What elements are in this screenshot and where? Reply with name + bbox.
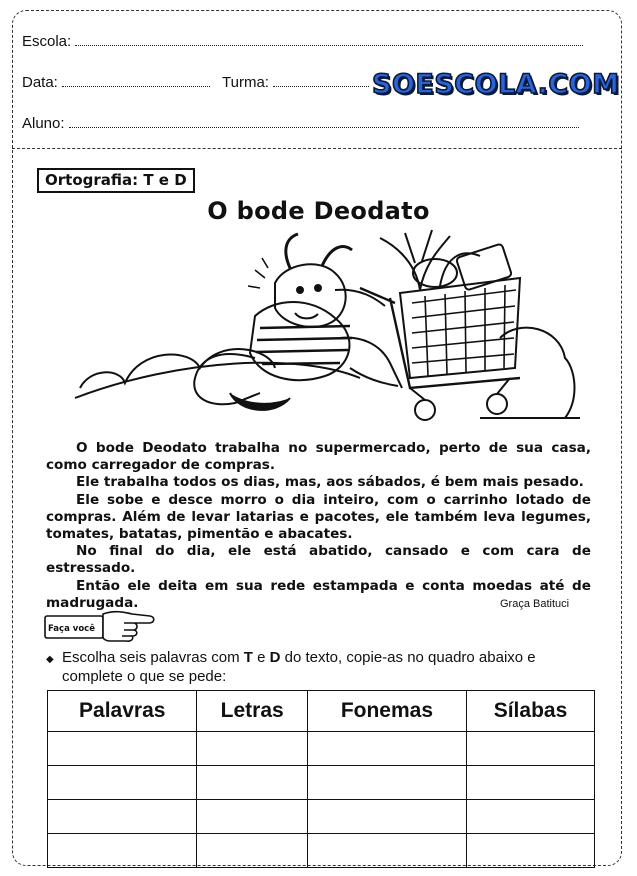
col-header-fonemas: Fonemas (307, 691, 466, 732)
sweat-drops (248, 258, 268, 288)
turma-label: Turma: (222, 74, 269, 91)
soescola-logo: SOESCOLA.COM (372, 69, 620, 100)
table-cell[interactable] (197, 800, 307, 834)
data-blank[interactable] (62, 74, 210, 87)
story-paragraph: Ele trabalha todos os dias, mas, aos sábados, é bem mais pesado. (76, 474, 584, 491)
cloud-right (500, 328, 574, 418)
turma-blank[interactable] (273, 74, 369, 87)
table-cell[interactable] (197, 834, 307, 868)
table-cell[interactable] (197, 732, 307, 766)
story-paragraph: Então ele deita em sua rede estampada e conta moedas até de madrugada. (46, 577, 591, 611)
aluno-field (22, 115, 579, 132)
aluno-blank[interactable] (69, 115, 579, 128)
groceries (380, 236, 480, 290)
story-paragraph: No final do dia, ele está abatido, cansado e com cara de estressado. (46, 543, 591, 577)
col-header-palavras: Palavras (48, 691, 197, 732)
escola-field (22, 33, 583, 50)
col-header-letras: Letras (197, 691, 307, 732)
table-cell[interactable] (48, 732, 197, 766)
table-row (48, 766, 595, 800)
table-cell[interactable] (467, 834, 595, 868)
table-row (48, 800, 595, 834)
escola-label: Escola: (22, 33, 72, 50)
header-divider (12, 148, 622, 149)
escola-blank[interactable] (75, 33, 583, 46)
story-author: Graça Batituci (500, 598, 570, 610)
table-cell[interactable] (307, 834, 466, 868)
story-paragraph: Ele sobe e desce morro o dia inteiro, com o carrinho lotado de compras. Além de levar latarias e pacotes, ele também leva legumes, tomates, batatas, pimentão e abacates. (46, 491, 591, 543)
table-cell[interactable] (48, 800, 197, 834)
data-label: Data: (22, 74, 58, 91)
story-text (46, 440, 591, 612)
table-cell[interactable] (307, 732, 466, 766)
table-cell[interactable] (197, 766, 307, 800)
table-cell[interactable] (467, 800, 595, 834)
col-header-silabas: Sílabas (467, 691, 595, 732)
table-cell[interactable] (307, 800, 466, 834)
table-cell[interactable] (48, 766, 197, 800)
table-cell[interactable] (467, 766, 595, 800)
answer-table (47, 690, 595, 868)
turma-field (222, 74, 369, 91)
ortografia-tag: Ortografia: T e D (37, 168, 195, 193)
cart-wheel (487, 394, 507, 414)
table-cell[interactable] (48, 834, 197, 868)
cart-wheel (415, 400, 435, 420)
data-field (22, 74, 210, 91)
table-row (48, 834, 595, 868)
bullet-icon: ◆ (46, 654, 54, 665)
goat-leg (194, 354, 260, 404)
faca-voce-badge: Faça você (48, 624, 95, 634)
goat-cart-illustration (60, 228, 585, 433)
aluno-label: Aluno: (22, 115, 65, 132)
activity-instruction: ◆ Escolha seis palavras com T e D do texto, copie-as no quadro abaixo e complete o que se pede: (46, 649, 536, 685)
table-cell[interactable] (467, 732, 595, 766)
goat-horns (286, 234, 352, 268)
story-paragraph: O bode Deodato trabalha no supermercado, perto de sua casa, como carregador de compras. (46, 440, 591, 474)
story-title: O bode Deodato (207, 197, 430, 225)
table-cell[interactable] (307, 766, 466, 800)
table-row (48, 732, 595, 766)
